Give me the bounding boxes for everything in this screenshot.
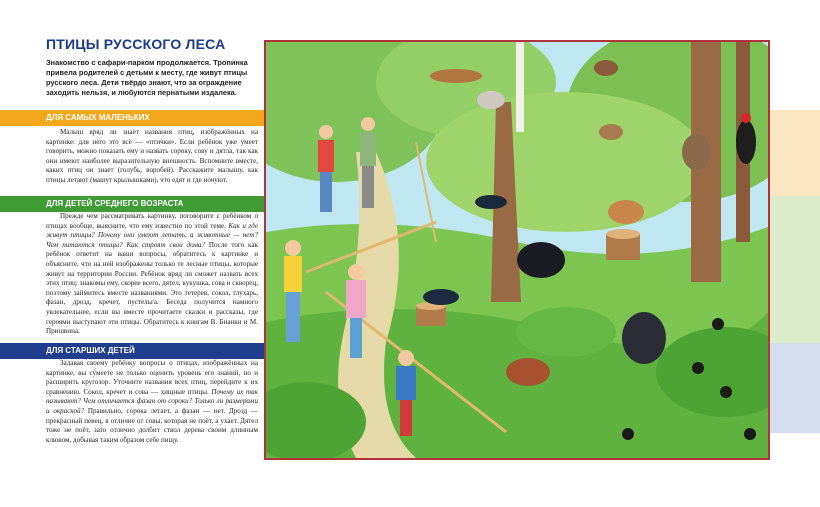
side-stripe-green (770, 196, 820, 343)
section-heading-older: ДЛЯ СТАРШИХ ДЕТЕЙ (0, 343, 266, 359)
middle-text-a: Прежде чем рассматривать картинку, поговорите с ребёнком о птицах вообще, выясните, что ему известно по этой теме. (46, 212, 258, 230)
illustration-svg (266, 42, 768, 458)
section-text-older (46, 359, 258, 445)
middle-text-c: После того как ребёнок ответит на ваши вопросы, обратитесь к картинке и объясните, что на ней изображены только те лесные птицы, которые живут на территории России. Ребёнок вряд ли сможет назвать всех этих птиц: знакомы ему, скорее всего, дятел, кукушка, сова и скворец, поэтому займитесь вместе названиями. Это тетерев, сокол, глухарь, фазан, дрозд, кречет, пустельга. Беседа получится намного увлекательнее, если вы вместе прочитаете сказки и рассказы, где героями выступают эти птицы. Обратитесь к книгам В. Бианки и М. Пришвина. (46, 240, 258, 336)
forest-birds-illustration (264, 40, 770, 460)
older-text-c: Правильно, сорока летает, а фазан — нет. Дрозд — прекрасный певец, в отличие от совы, которая не поёт, а ухает. Дятел тоже не поёт, зато отлично долбит ствол дерева своим длинным клювом, добывая таким образом себе пищу. (46, 406, 259, 444)
page-title: ПТИЦЫ РУССКОГО ЛЕСА (46, 36, 226, 52)
side-stripe-yellow (770, 110, 820, 196)
section-heading-youngest: ДЛЯ САМЫХ МАЛЕНЬКИХ (0, 110, 266, 126)
section-text-youngest: Малыш вряд ли знает названия птиц, изображённых на картинке: для него это всё — «птички». Если ребёнок уже умеет говорить, можно показать ему и назвать сороку, сову и дятла, так как они имеют наиболее выразительную внешность. Вспомните вместе, каких птиц он знает (голубь, воробей). Расскажите малышу, как птицы летают (машут крылышками), что едят и где ночуют. (46, 128, 258, 184)
older-text-questions: Почему их так называют? Чем отличается фазан от сороки? Только ли размерами и окраской? (46, 387, 258, 415)
section-heading-middle: ДЛЯ ДЕТЕЙ СРЕДНЕГО ВОЗРАСТА (0, 196, 266, 212)
intro-paragraph: Знакомство с сафари-парком продолжается. Тропинка привела родителей с детьми к месту, где живут птицы русского леса. Дети твёрдо знают, что за ограждение заходить нельзя, и любуются пернатыми издалека. (46, 58, 248, 97)
section-text-middle (46, 212, 258, 337)
older-text-a: Задавая своему ребёнку вопросы о птицах, изображённых на картинке, вы сумеете не только оценить уровень его знаний, но и расширить кругозор. Уточните названия всех птиц, перейдите к их сравнению. Сокол, кречет и сова — хищные птицы. (46, 359, 258, 396)
side-stripe-blue (770, 343, 820, 433)
middle-text-questions: Как и где живут птицы? Почему они умеют летать, а животные — нет? Чем питаются птицы? Как строят свои дома? (46, 221, 259, 249)
